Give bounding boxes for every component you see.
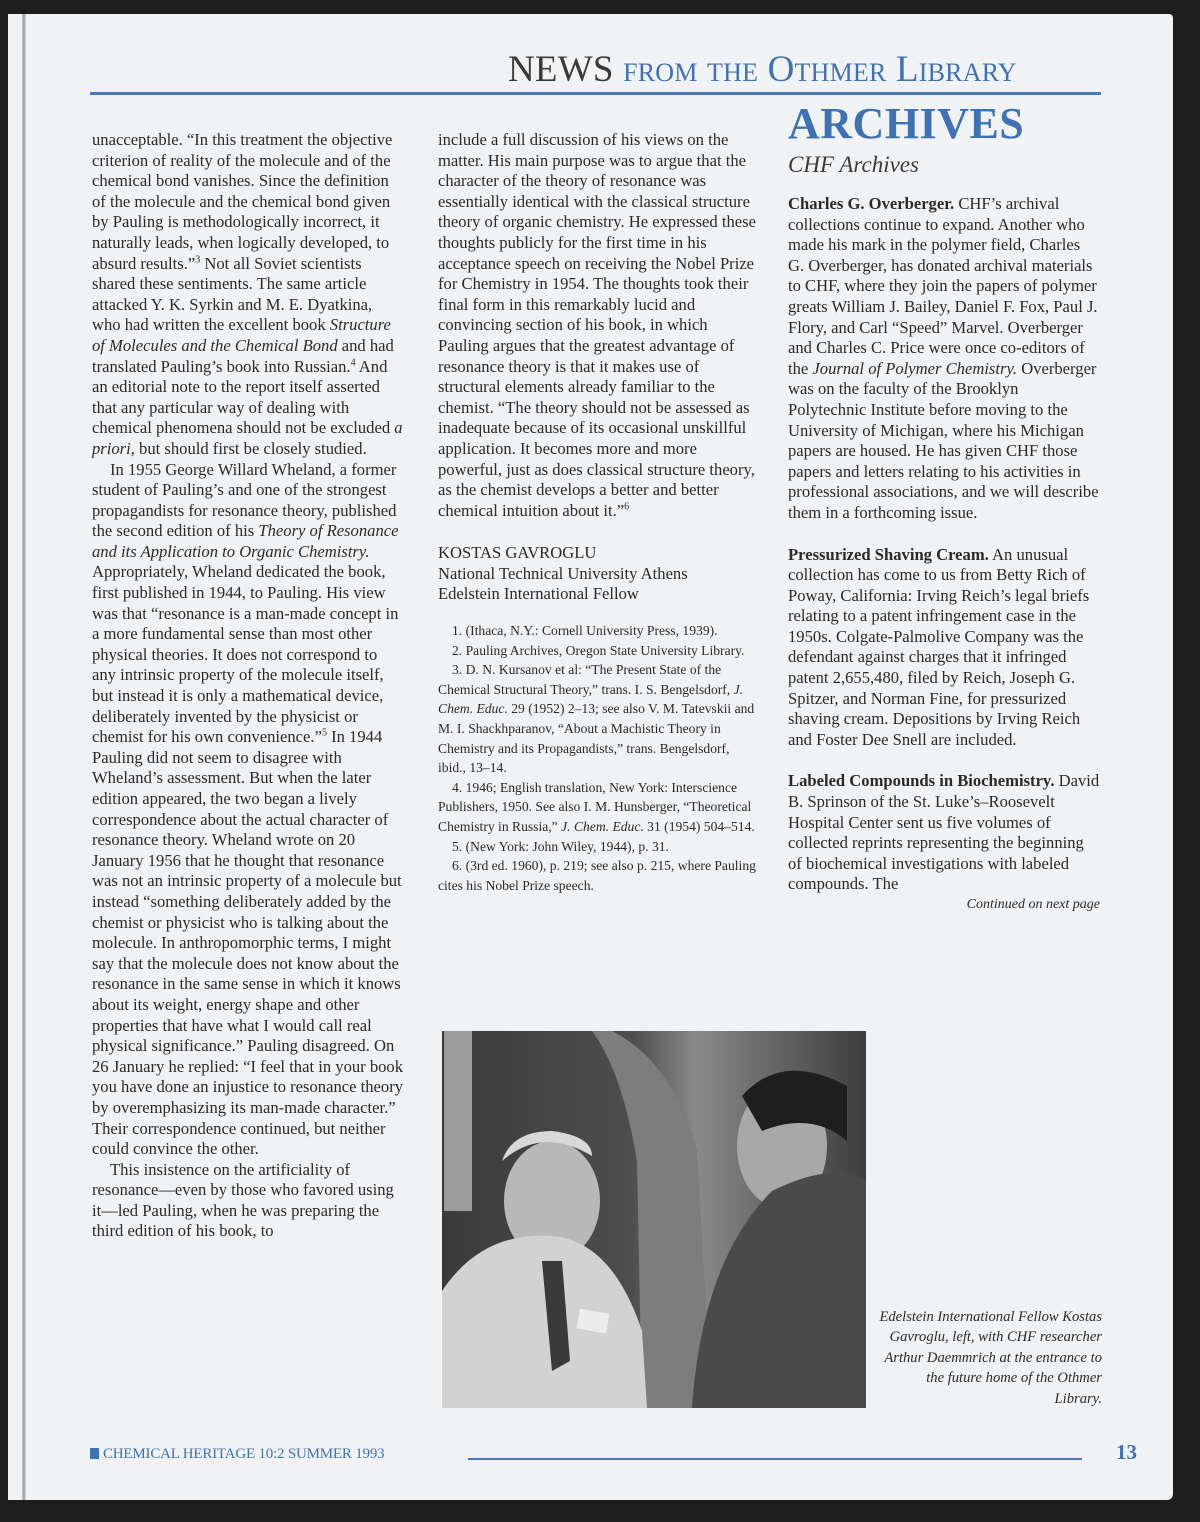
footnote: 5. (New York: John Wiley, 1944), p. 31. <box>452 838 669 854</box>
page-gutter <box>22 14 26 1500</box>
footnote-ref[interactable]: 3 <box>195 254 201 266</box>
archive-entry: Charles G. Overberger. CHF’s archival collections continue to expand. Another who made his mark in the polymer field, Charles G. Overberger, has donated archival materials to CHF, where they join the papers of polymer greats William J. Bailey, Daniel F. Fox, Paul J. Flory, and Carl “Speed” Marvel. Overberger and Charles C. Price were once co-editors of the Journal of Polymer Chemistry. Overberger was on the faculty of the Brooklyn Polytechnic Institute before moving to the University of Michigan, where his Michigan papers are housed. He has given CHF those papers and letters relating to his activities in professional associations, and we will describe them in a forthcoming issue. <box>788 194 1099 522</box>
footer-rule <box>468 1458 1082 1460</box>
header-rule <box>90 92 1101 95</box>
footnote: 3. D. N. Kursanov et al: “The Present State of the Chemical Structural Theory,” trans. I. S. Bengelsdorf, J. Chem. Educ. 29 (1952) 2–13; see also V. M. Tatevskii and M. I. Shackhparanov, “About a Machistic Theory in Chemistry and its Propagandists,” trans. Bengelsdorf, ibid., 13–14. <box>438 662 755 776</box>
author-byline <box>438 543 756 605</box>
footnote-ref[interactable]: 6 <box>624 501 630 513</box>
footer-publication: CHEMICAL HERITAGE 10:2 SUMMER 1993 <box>90 1446 384 1463</box>
author-name: KOSTAS GAVROGLU <box>438 543 597 563</box>
running-header <box>508 48 1017 91</box>
header-library-name: from the Othmer Library <box>623 49 1017 90</box>
archive-entry: Pressurized Shaving Cream. An unusual collection has come to us from Betty Rich of Poway, California: Irving Reich’s legal briefs relating to a patent infringement case in the 1950s. Colgate-Palmolive Company was the defendant against charges that it infringed patent 2,655,480, filed by Reich, Joseph G. Spitzer, and Norman Fine, for pressurized shaving cream. Depositions by Irving Reich and Foster Dee Snell are included. <box>788 544 1090 749</box>
author-fellowship: Edelstein International Fellow <box>438 584 639 604</box>
continued-note: Continued on next page <box>966 897 1100 912</box>
footnote: 1. (Ithaca, N.Y.: Cornell University Press, 1939). <box>452 623 718 639</box>
paragraph: unacceptable. “In this treatment the objective criterion of reality of the molecule and of the chemical bond vanishes. Since the definition of the molecule and the chemical bond given by Pauling is methodologically incorrect, it naturally leads, when logically developed, to absurd results.”$^3$ Not all Soviet scientists shared these sentiments. The same article attacked Y. K. Syrkin and M. E. Dyatkina, who had written the excellent book Structure of Molecules and the Chemical Bond and had translated Pauling’s book into Russian.$^4$ And an editorial note to the report itself asserted that any particular way of dealing with chemical phenomena should not be excluded a priori, but should first be closely studied. <box>92 130 403 458</box>
header-news-word: NEWS <box>508 49 614 90</box>
paragraph: include a full discussion of his views on the matter. His main purpose was to argue that the character of the theory of resonance was essentially identical with the classical structure theory of organic chemistry. He expressed these thoughts publicly for the first time in his acceptance speech on receiving the Nobel Prize for Chemistry in 1954. The thoughts took their final form in this remarkably lucid and convincing section of his book, in which Pauling argues that the greatest advantage of resonance theory is that it makes use of structural elements already familiar to the chemist. “The theory should not be assessed as inadequate because of its occasional unskillful application. It becomes more and more powerful, just as does classical structure theory, as the chemist develops a better and better chemical intuition about it.”$^6$ <box>438 130 756 520</box>
author-affiliation: National Technical University Athens <box>438 563 688 583</box>
footnotes <box>438 621 756 895</box>
square-bullet-icon <box>90 1448 99 1459</box>
entry-heading: Pressurized Shaving Cream. <box>788 544 989 564</box>
archives-column <box>788 194 1100 916</box>
paragraph: In 1955 George Willard Wheland, a former student of Pauling’s and one of the strongest propagandists for resonance theory, published the second edition of his Theory of Resonance and its Application to Organic Chemistry. Appropriately, Wheland dedicated the book, first published in 1944, to Pauling. His view was that “resonance is a man-made concept in a more fundamental sense than most other physical theories. It does not correspond to any intrinsic property of the molecule itself, but instead it is only a mathematical device, deliberately invented by the physicist or chemist for his own convenience.”$^5$ In 1944 Pauling did not seem to disagree with Wheland’s assessment. But when the later edition appeared, the two began a lively correspondence about the actual character of resonance theory. Wheland wrote on 20 January 1956 that he thought that resonance was not an intrinsic property of a molecule but instead “something deliberately added by the chemist or physicist who is talking about the molecule. In anthropomorphic terms, I might say that the molecule does not know about the resonance in the same sense in which it knows about its weight, energy shape and other properties that have what I would call real physical significance.” Pauling disagreed. On 26 January he replied: “I feel that in your book you have done an injustice to resonance theory by overemphasizing its man-made character.” Their correspondence continued, but neither could convince the other. <box>92 459 404 1159</box>
photo-caption: Edelstein International Fellow Kostas Gavroglu, left, with CHF researcher Arthur Daemmrich at the entrance to the future home of the Othmer Library. <box>879 1309 1102 1407</box>
footnote: 4. 1946; English translation, New York: Interscience Publishers, 1950. See also I. M. Hunsberger, “Theoretical Chemistry in Russia,” J. Chem. Educ. 31 (1954) 504–514. <box>438 779 755 834</box>
footnote-ref[interactable]: 5 <box>321 727 327 739</box>
section-subtitle: CHF Archives <box>788 152 919 177</box>
entry-heading: Charles G. Overberger. <box>788 194 955 213</box>
photo-image <box>442 1031 866 1408</box>
carved-pillar <box>444 1031 472 1211</box>
photo <box>442 1031 866 1408</box>
page-number: 13 <box>1116 1440 1137 1464</box>
footnote: 6. (3rd ed. 1960), p. 219; see also p. 215, where Pauling cites his Nobel Prize speech. <box>438 858 756 893</box>
entry-heading: Labeled Compounds in Biochemistry. <box>788 771 1055 791</box>
paragraph: This insistence on the artificiality of resonance—even by those who favored using it—led Pauling, when he was preparing the third edition of his book, to <box>92 1159 394 1241</box>
archive-entry: Labeled Compounds in Biochemistry. David B. Sprinson of the St. Luke’s–Roosevelt Hospital Center sent us five volumes of collected reprints representing the beginning of biochemical investigations with labeled compounds. The <box>788 771 1100 894</box>
article-column-2 <box>438 130 756 895</box>
footnote-ref[interactable]: 4 <box>350 357 356 368</box>
article-column-1 <box>92 130 404 1242</box>
section-title: ARCHIVES <box>788 99 1025 148</box>
footnote: 2. Pauling Archives, Oregon State University Library. <box>452 642 745 658</box>
